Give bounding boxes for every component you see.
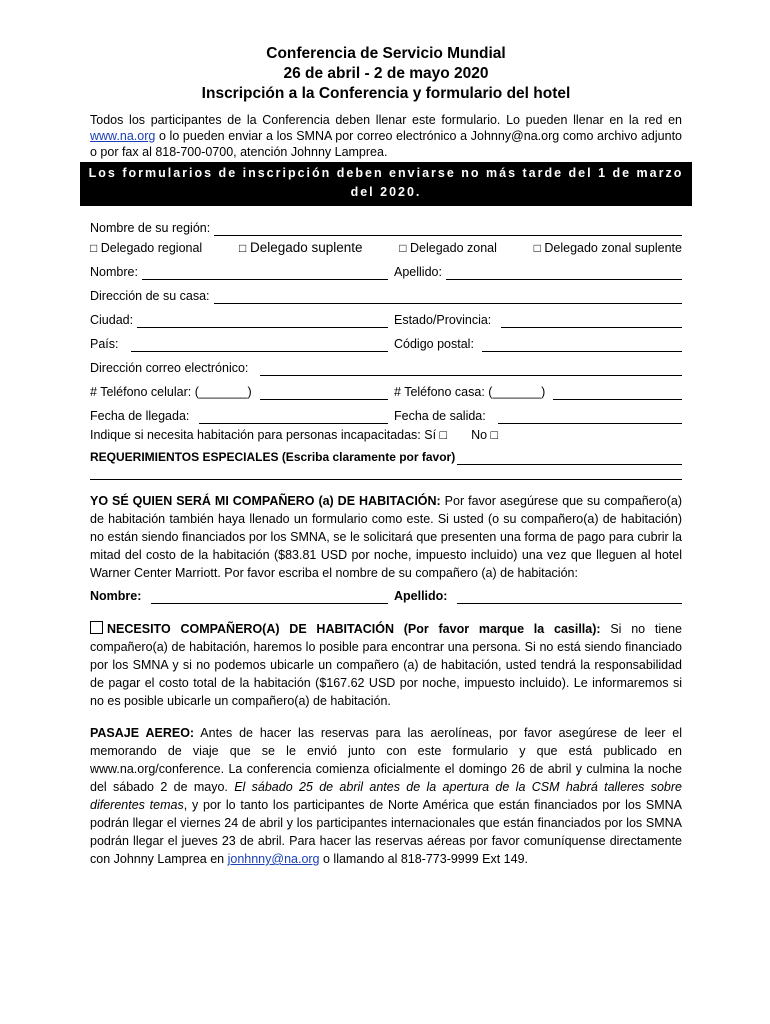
pais-field[interactable] bbox=[131, 339, 389, 352]
telefono-celular-label: # Teléfono celular: (_______) bbox=[90, 385, 252, 399]
airfare-heading: PASAJE AEREO: bbox=[90, 726, 195, 740]
apellido-field[interactable] bbox=[446, 267, 682, 280]
checkbox-icon[interactable]: □ bbox=[399, 241, 407, 255]
special-requirements-row-2 bbox=[90, 469, 682, 480]
telefono-casa-label: # Teléfono casa: (_______) bbox=[394, 385, 546, 399]
llegada-field[interactable] bbox=[199, 411, 388, 424]
delegado-zonal-suplente-option[interactable]: □ Delegado zonal suplente bbox=[533, 241, 682, 255]
delegado-suplente-option[interactable]: □ Delegado suplente bbox=[238, 240, 363, 255]
need-roommate-checkbox[interactable] bbox=[90, 621, 103, 634]
intro-text-2: o lo pueden enviar a los SMNA por correo electrónico a Johnny@na.org como archivo adjunto o por fax al 818-700-0700, atención Johnny Lamprea. bbox=[90, 129, 682, 159]
airfare-italic-text: El sábado 25 de abril antes de la apertura de la CSM habrá talleres sobre diferentes temas bbox=[90, 780, 682, 812]
checkbox-icon[interactable]: □ bbox=[238, 241, 247, 255]
need-roommate-text: Si no tiene compañero(a) de habitación, haremos lo posible para encontrar una persona. Si no está siendo financiado por los SMNA y si no podemos ubicarle un compañero (a) de habitación, usted tendrá la responsabilidad de pagar el costo total de la habitación ($167.62 USD por noche, impuesto incluido). Le informaremos si no es posible ubicarle un compañero(a) de habitación. bbox=[90, 622, 682, 708]
direccion-label: Dirección de su casa: bbox=[90, 289, 210, 303]
requerimientos-label: REQUERIMIENTOS ESPECIALES (Escriba claramente por favor) bbox=[90, 450, 456, 464]
intro-paragraph bbox=[90, 112, 682, 160]
roommate-known-text: Por favor asegúrese que su compañero(a) de habitación también haya llenado un formulario como este. Si usted (o su compañero(a) de habitación) no están siendo financiados por los SMNA, se le solicitará que presenten una forma de pago para cubrir la mitad del costo de la habitación ($83.81 USD por noche, impuesto incluido) una vez que lleguen al hotel Warner Center Marriott. Por favor escriba el nombre de su compañero (a) de habitación: bbox=[90, 494, 682, 580]
codigo-postal-label: Código postal: bbox=[394, 337, 474, 351]
nombre-label: Nombre: bbox=[90, 265, 138, 279]
airfare-paragraph bbox=[90, 724, 682, 868]
delegado-regional-option[interactable]: □ Delegado regional bbox=[90, 241, 203, 255]
banner-line-1: Los formularios de inscripción deben enviarse no más tarde del 1 de marzo bbox=[88, 166, 684, 180]
deadline-banner bbox=[80, 162, 692, 206]
airfare-text-2: , y por lo tanto los participantes de Norte América que están financiados por los SMNA podrán llegar el viernes 24 de abril y los participantes internacionales que están financiados por los SMNA podrán llegar el jueves 23 de abril. Para hacer las reservas aéreas por favor comuníquense directamente con Johnny Lamprea en bbox=[90, 798, 682, 866]
delegado-zonal-option[interactable]: □ Delegado zonal bbox=[399, 241, 497, 255]
region-field[interactable] bbox=[214, 223, 682, 236]
requerimientos-field[interactable] bbox=[457, 452, 682, 465]
codigo-postal-field[interactable] bbox=[482, 339, 682, 352]
airfare-text-1: Antes de hacer las reservas para las aerolíneas, por favor asegúrese de leer el memorando de viaje que se le envió junto con este formulario y que está publicado en www.na.org/conference. La conferencia comienza oficialmente el domingo 26 de abril y culmina la noche del sábado 2 de mayo. bbox=[90, 726, 683, 794]
email-row bbox=[90, 360, 682, 376]
country-row bbox=[90, 336, 682, 352]
estado-label: Estado/Provincia: bbox=[394, 313, 492, 327]
banner-line-2: del 2020. bbox=[350, 185, 422, 199]
roommate-nombre-label: Nombre: bbox=[90, 589, 142, 603]
document-title bbox=[90, 44, 682, 104]
need-roommate-heading: NECESITO COMPAÑERO(A) DE HABITACIÓN (Por favor marque la casilla): bbox=[107, 622, 601, 636]
apellido-label: Apellido: bbox=[394, 265, 442, 279]
title-line-2: 26 de abril - 2 de mayo 2020 bbox=[283, 65, 489, 82]
delegate-type-row bbox=[90, 240, 682, 256]
na-website-link[interactable]: www.na.org bbox=[90, 129, 156, 143]
city-row bbox=[90, 312, 682, 328]
title-line-1: Conferencia de Servicio Mundial bbox=[266, 45, 506, 62]
special-requirements-row bbox=[90, 449, 682, 465]
roommate-name-row bbox=[90, 588, 682, 604]
roommate-known-paragraph bbox=[90, 492, 682, 582]
roommate-known-heading: YO SÉ QUIEN SERÁ MI COMPAÑERO (a) DE HABITACIÓN: bbox=[90, 494, 441, 508]
address-row bbox=[90, 288, 682, 304]
phone-row bbox=[90, 384, 682, 400]
correo-field[interactable] bbox=[260, 363, 682, 376]
accessible-room-row bbox=[90, 427, 682, 443]
title-line-3: Inscripción a la Conferencia y formulario del hotel bbox=[201, 85, 571, 102]
telefono-celular-field[interactable] bbox=[260, 387, 388, 400]
roommate-apellido-label: Apellido: bbox=[394, 589, 448, 603]
name-row bbox=[90, 264, 682, 280]
registration-form-page bbox=[90, 44, 682, 868]
telefono-casa-field[interactable] bbox=[553, 387, 682, 400]
region-row bbox=[90, 220, 682, 236]
roommate-nombre-field[interactable] bbox=[151, 591, 388, 604]
roommate-apellido-field[interactable] bbox=[457, 591, 682, 604]
salida-label: Fecha de salida: bbox=[394, 409, 486, 423]
dates-row bbox=[90, 408, 682, 424]
estado-field[interactable] bbox=[501, 315, 682, 328]
checkbox-icon[interactable]: □ bbox=[90, 241, 98, 255]
llegada-label: Fecha de llegada: bbox=[90, 409, 190, 423]
region-label: Nombre de su región: bbox=[90, 221, 211, 235]
direccion-field[interactable] bbox=[214, 291, 682, 304]
ciudad-field[interactable] bbox=[137, 315, 388, 328]
pais-label: País: bbox=[90, 337, 119, 351]
airfare-text-3: o llamando al 818-773-9999 Ext 149. bbox=[319, 852, 528, 866]
salida-field[interactable] bbox=[498, 411, 682, 424]
requerimientos-field-2[interactable] bbox=[90, 469, 682, 480]
checkbox-icon[interactable]: □ bbox=[533, 241, 541, 255]
habitacion-incapacitados-label[interactable]: Indique si necesita habitación para personas incapacitadas: Sí □ bbox=[90, 428, 448, 442]
no-option[interactable]: No □ bbox=[471, 428, 499, 442]
correo-label: Dirección correo electrónico: bbox=[90, 361, 249, 375]
need-roommate-paragraph bbox=[90, 620, 682, 710]
ciudad-label: Ciudad: bbox=[90, 313, 134, 327]
intro-text-1: Todos los participantes de la Conferencia deben llenar este formulario. Lo pueden llenar en la red en bbox=[90, 113, 682, 127]
contact-email-link[interactable]: jonhnny@na.org bbox=[227, 852, 320, 866]
nombre-field[interactable] bbox=[142, 267, 388, 280]
